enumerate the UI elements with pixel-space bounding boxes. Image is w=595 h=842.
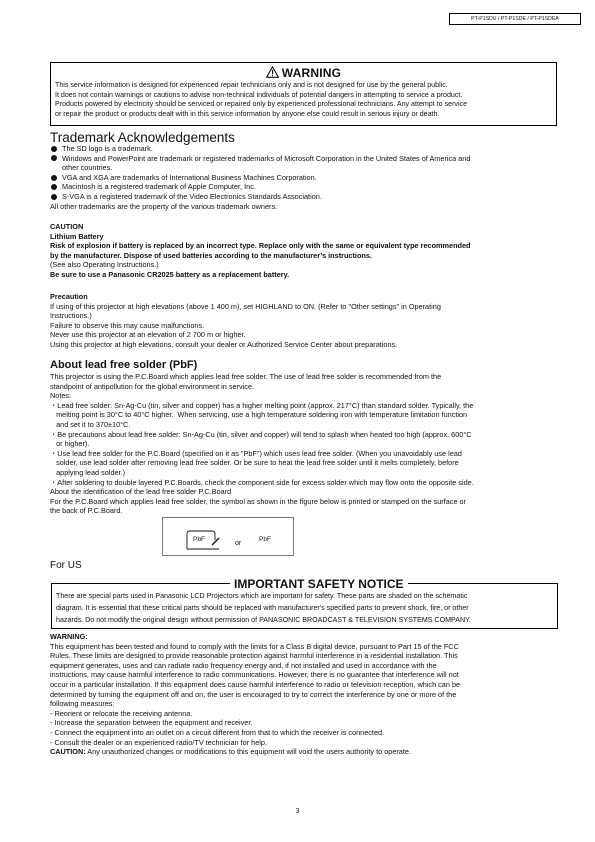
caution-text-bold: Be sure to use a Panasonic CR2025 battery as a replacement battery. <box>50 269 290 279</box>
precaution-line: Failure to observe this may cause malfunctions. <box>50 320 205 330</box>
warning-heading <box>51 66 556 81</box>
precaution-title: Precaution <box>50 292 88 301</box>
pbf-heading: About lead free solder (PbF) <box>50 359 198 371</box>
pbf-line: Notes: <box>50 391 72 401</box>
pbf-line: ・After soldering to double layered P.C.Boards, check the component side for excess solder which may flow onto the opposite side. <box>50 477 474 487</box>
safety-line: hazards. Do not modify the original design without permission of PANASONIC BROADCAST & TELEVISION SYSTEMS COMPANY. <box>56 616 471 624</box>
caution-text: (See also Operating Instructions.) <box>50 260 159 270</box>
warning-line: It does not contain warnings or cautions to advise non-technical individuals of potential dangers in attempting to service a product. <box>55 90 463 99</box>
caution-subtitle: Lithium Battery <box>50 231 104 241</box>
fcc-line: instructions, may cause harmful interference to radio communications. However, there is no guarantee that interference will not <box>50 670 459 680</box>
pbf-line: ・Lead free solder: Sn-Ag-Cu (tin, silver and copper) has a higher melting point (approx. 217°C) than standard solder. Typically, the <box>50 400 474 410</box>
warning-title: WARNING <box>281 66 342 80</box>
precaution-line: Using this projector at high elevations, consult your dealer or Authorized Service Center about preparations. <box>50 339 398 349</box>
pbf-line: solder, use lead solder after removing lead free solder. Or be sure to heat the lead free solder until it melts completely, before <box>50 458 459 468</box>
fcc-caution-text: Any unauthorized changes or modifications to this equipment will void the users authority to operate. <box>85 747 411 757</box>
precaution-line: Instructions.) <box>50 311 92 321</box>
caution-section <box>50 222 471 280</box>
safety-notice-text <box>56 590 471 626</box>
pbf-line: the back of P.C.Board. <box>50 506 123 516</box>
safety-notice-box <box>51 577 558 629</box>
fcc-line: This equipment has been tested and found to comply with the limits for a Class B digital device, pursuant to Part 15 of the FCC <box>50 641 459 651</box>
pbf-line: ・Use lead free solder for the P.C.Board (specified on it as "PbF") which uses lead free solder. (When you unavoidably use lead <box>50 448 462 458</box>
pbf-line: This projector is using the P.C.Board which applies lead free solder. The use of lead free solder is recommended from the <box>50 372 442 381</box>
fcc-line: - Connect the equipment into an outlet on a circuit different from that to which the receiver is connected. <box>50 727 385 737</box>
bullet-icon <box>51 155 57 161</box>
model-number-box <box>449 13 581 25</box>
trademark-footer: All other trademarks are the property of the various trademark owners. <box>50 201 278 211</box>
precaution-line: If using of this projector at high elevations (above 1 400 m), set HIGHLAND to ON. (Refer to "Other settings" in Operating <box>50 301 441 311</box>
trademark-item-text: The SD logo is a trademark. <box>62 144 153 153</box>
warning-line: or repair the product or products dealt with in this service information by anyone else could result in serious injury or death. <box>55 109 440 118</box>
list-item <box>50 154 470 173</box>
list-item <box>50 182 470 192</box>
pbf-line: melting point is 30°C to 40°C higher. When servicing, use a high temperature soldering iron with temperature limitation function <box>50 410 468 420</box>
bullet-icon <box>51 175 57 181</box>
fcc-caution-label: CAUTION: <box>50 747 86 757</box>
fcc-line: equipment generates, uses and can radiate radio frequency energy and, if not installed and used in accordance with the <box>50 660 437 670</box>
pbf-line: and set it to 370±10°C. <box>50 419 131 429</box>
safety-line: There are special parts used in Panasonic LCD Projectors which are important for safety. These parts are shaded on the schematic <box>56 592 468 600</box>
caution-text-bold: Risk of explosion if battery is replaced by an incorrect type. Replace only with the same or equivalent type recommended <box>50 241 471 251</box>
warning-box <box>50 62 557 126</box>
list-item <box>50 144 470 154</box>
bullet-icon <box>51 184 57 190</box>
safety-line: diagram. It is essential that these critical parts should be replaced with manufacturer's specified parts to prevent shock, fire, or other <box>56 604 469 612</box>
precaution-line: Never use this projector at an elevation of 2 700 m or higher. <box>50 330 246 340</box>
pbf-line: ・Be precautions about lead free solder: Sn-Ag-Cu (tin, silver and copper) will tend to splash when heated too high (approx. 600°C <box>50 429 472 439</box>
pbf-or-text: or <box>235 540 242 547</box>
fcc-line: determined by turning the equipment off and on, the user is encouraged to try to correct the interference by one or more of the <box>50 689 457 699</box>
fcc-line: following measures: <box>50 699 115 709</box>
bullet-icon <box>51 146 57 152</box>
fcc-caution <box>50 747 460 757</box>
fcc-line: - Consult the dealer or an experienced radio/TV technician for help. <box>50 737 268 747</box>
caution-title: CAUTION <box>50 222 84 231</box>
fcc-line: - Reorient or relocate the receiving antenna. <box>50 708 193 718</box>
fcc-line: occur in a particular installation. If this equipment does cause harmful interference to radio or television reception, which can be <box>50 679 461 689</box>
trademark-item-text: VGA and XGA are trademarks of International Business Machines Corporation. <box>62 172 317 182</box>
pbf-label-right: PbF <box>259 536 271 543</box>
pbf-line: About the identification of the lead free solder P.C.Board <box>50 487 232 497</box>
model-number: PT-P1SDU / PT-P1SDE / PT-P1SDEA <box>471 16 559 22</box>
pbf-line: standpoint of antipollution for the global environment in service. <box>50 381 255 391</box>
trademark-heading: Trademark Acknowledgements <box>50 130 235 145</box>
pbf-symbol-figure <box>162 517 294 556</box>
for-us-heading: For US <box>50 560 82 571</box>
caution-text-bold: by the manufacturer. Dispose of used batteries according to the manufacturer’s instructions. <box>50 250 372 260</box>
trademark-item-text: Macintosh is a registered trademark of Apple Computer, Inc. <box>62 182 256 192</box>
pbf-line: For the P.C.Board which applies lead free solder, the symbol as shown in the figure below is printed or stamped on the surface or <box>50 496 467 506</box>
precaution-section <box>50 292 441 350</box>
trademark-item-line: Windows and PowerPoint are trademark or registered trademarks of Microsoft Corporation in the United States of America and <box>62 153 471 163</box>
trademark-item-text: S-VGA is a registered trademark of the Video Electronics Standards Association. <box>62 191 322 201</box>
warning-line: This service information is designed for experienced repair technicians only and is not designed for use by the general public. <box>55 81 448 89</box>
list-item <box>50 173 470 183</box>
fcc-warning-section <box>50 632 460 757</box>
trademark-list <box>50 144 470 211</box>
list-item <box>50 192 470 202</box>
pbf-stamp-icon <box>163 518 293 555</box>
pbf-line: applying lead solder.) <box>50 467 126 477</box>
safety-notice-title: IMPORTANT SAFETY NOTICE <box>230 577 408 591</box>
trademark-item-line: other countries. <box>62 163 113 173</box>
fcc-warning-title: WARNING: <box>50 632 88 641</box>
pbf-text <box>50 372 474 516</box>
bullet-icon <box>51 194 57 200</box>
warning-triangle-icon <box>266 66 279 81</box>
pbf-label-left: PbF <box>193 536 205 543</box>
page-number: 3 <box>295 808 300 815</box>
fcc-line: - Increase the separation between the equipment and receiver. <box>50 718 253 728</box>
pbf-line: or higher). <box>50 439 90 449</box>
fcc-line: Rules. These limits are designed to provide reasonable protection against harmful interference in a residential installation. This <box>50 651 458 661</box>
trademark-item-text <box>62 154 470 173</box>
warning-line: Products powered by electricity should be serviced or repaired only by experienced professional technicians. Any attempt to service <box>55 100 468 109</box>
warning-text <box>55 81 467 119</box>
